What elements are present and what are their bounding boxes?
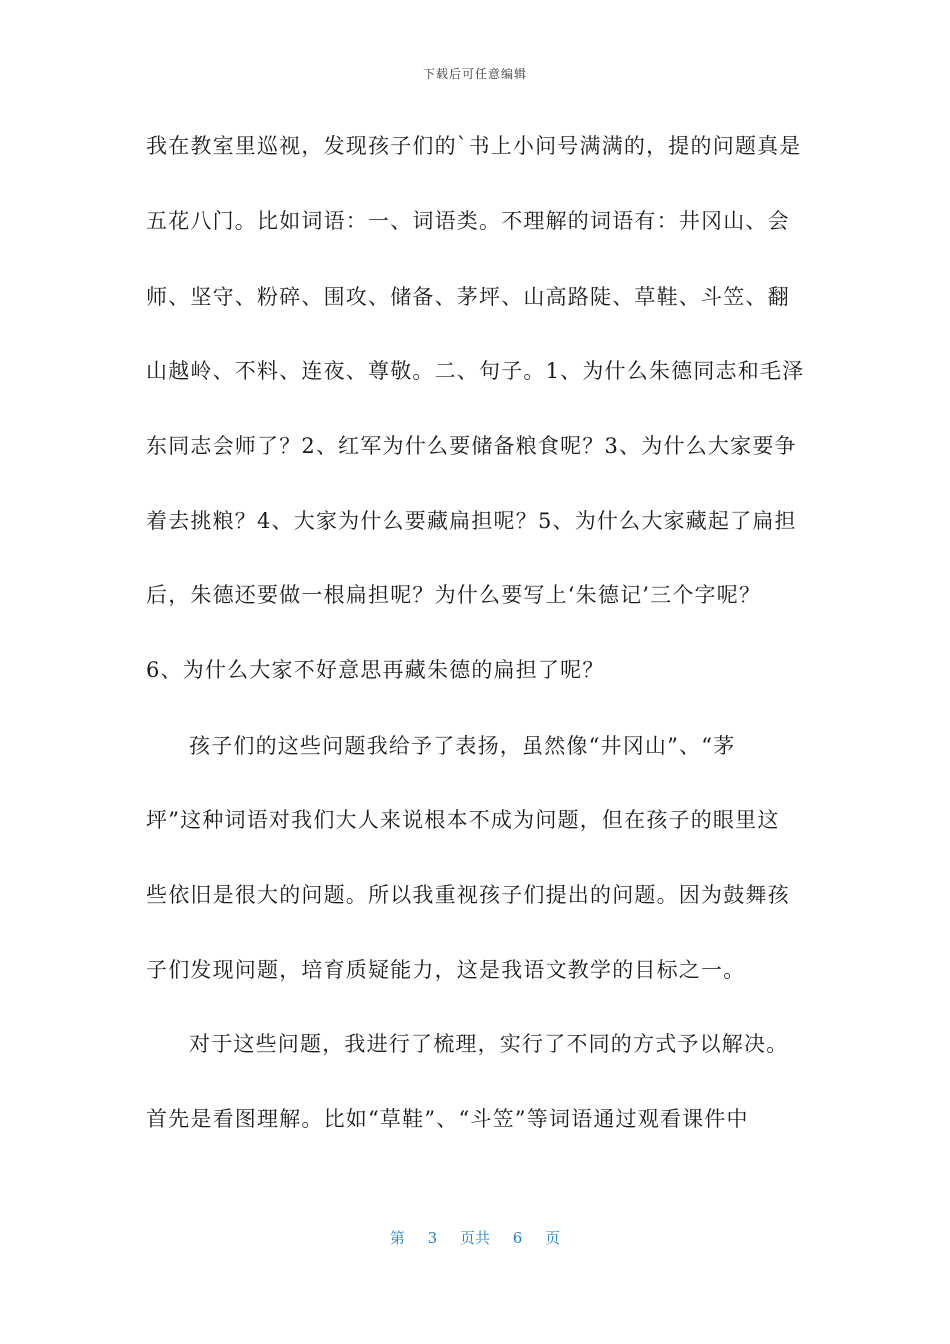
text-line: 首先是看图理解。比如“草鞋”、“斗笠”等词语通过观看课件中 [146, 1107, 749, 1131]
text-line: 五花八门。比如词语：一、词语类。不理解的词语有：井冈山、会 [146, 209, 790, 233]
page-footer [0, 1228, 950, 1248]
footer-total-pages: 6 [512, 1229, 523, 1247]
text-line: 子们发现问题，培育质疑能力，这是我语文教学的目标之一。 [146, 958, 746, 982]
text-line: 师、坚守、粉碎、围攻、储备、茅坪、山高路陡、草鞋、斗笠、翻 [146, 285, 790, 309]
text-line: 东同志会师了？2、红军为什么要储备粮食呢？3、为什么大家要争 [146, 434, 797, 458]
text-line: 坪”这种词语对我们大人来说根本不成为问题，但在孩子的眼里这 [146, 808, 780, 832]
text-line: 山越岭、不料、连夜、尊敬。二、句子。1、为什么朱德同志和毛泽 [146, 359, 805, 383]
text-line: 我在教室里巡视，发现孩子们的`书上小问号满满的，提的问题真是 [146, 134, 802, 158]
text-line: 些依旧是很大的问题。所以我重视孩子们提出的问题。因为鼓舞孩 [146, 883, 790, 907]
text-line: 6、为什么大家不好意思再藏朱德的扁担了呢？ [146, 658, 605, 682]
paragraph-first-line: 孩子们的这些问题我给予了表扬，虽然像“井冈山”、“茅 [189, 734, 736, 758]
footer-current-page: 3 [427, 1229, 438, 1247]
footer-prefix: 第 [389, 1229, 405, 1247]
text-line: 着去挑粮？4、大家为什么要藏扁担呢？5、为什么大家藏起了扁担 [146, 509, 797, 533]
footer-middle: 页共 [459, 1229, 490, 1247]
paragraph-first-line: 对于这些问题，我进行了梳理，实行了不同的方式予以解决。 [189, 1032, 789, 1056]
page-header-note: 下载后可任意编辑 [422, 67, 527, 81]
footer-suffix: 页 [545, 1229, 561, 1247]
text-line: 后，朱德还要做一根扁担呢？为什么要写上‘朱德记’三个字呢？ [146, 583, 762, 607]
